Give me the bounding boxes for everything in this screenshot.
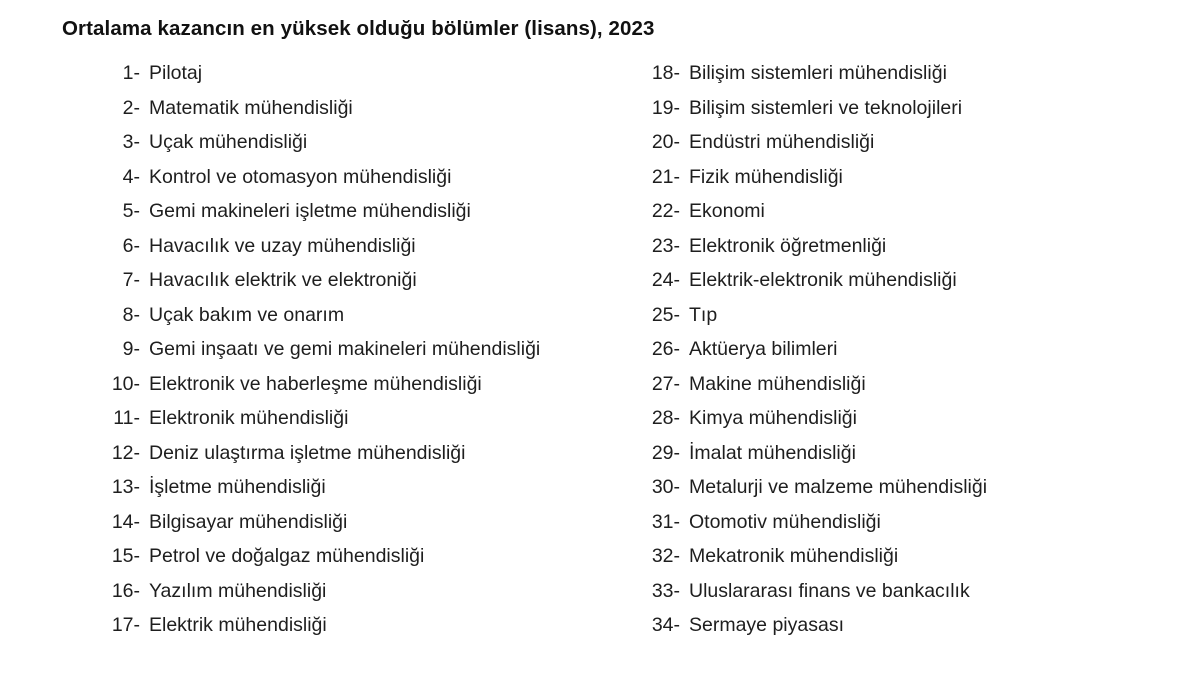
list-item (646, 304, 1166, 339)
list-item (646, 373, 1166, 408)
list-item-label: Ekonomi (689, 200, 765, 222)
list-item-number: 33- (651, 579, 680, 602)
list-item-number: 32- (651, 545, 680, 567)
list-item (646, 131, 1166, 166)
list-item-number: 24- (651, 269, 680, 291)
list-item-number: 14- (111, 510, 140, 533)
list-item-number: 18- (651, 62, 680, 84)
list-item (646, 97, 1166, 132)
list-item-number: 28- (651, 407, 680, 429)
list-item (106, 545, 646, 580)
list-item-number: 11- (113, 407, 140, 429)
list-item (106, 97, 646, 132)
list-item-label: Havacılık elektrik ve elektroniği (149, 269, 417, 291)
list-item-number: 30- (651, 476, 680, 498)
list-item (106, 200, 646, 235)
list-item-label: Aktüerya bilimleri (689, 338, 838, 360)
list-item-label: Yazılım mühendisliği (149, 579, 327, 602)
list-item (106, 373, 646, 408)
ranking-column-right (646, 62, 1166, 649)
list-item (646, 580, 1166, 615)
list-item-number: 20- (651, 131, 680, 153)
list-item-number: 5- (122, 200, 140, 222)
list-item (646, 407, 1166, 442)
list-item (646, 200, 1166, 235)
list-item-number: 10- (111, 372, 140, 395)
ranking-column-left (106, 62, 646, 649)
list-item-label: Kimya mühendisliği (689, 407, 857, 429)
list-item-number: 31- (651, 510, 680, 533)
list-item (106, 235, 646, 270)
list-item-label: Elektronik mühendisliği (149, 407, 349, 429)
list-item-label: Sermaye piyasası (689, 614, 844, 636)
list-item (646, 235, 1166, 270)
list-item-number: 19- (651, 96, 680, 119)
list-item-label: Pilotaj (149, 62, 203, 84)
list-item-label: Deniz ulaştırma işletme mühendisliği (149, 441, 466, 464)
list-item (646, 614, 1166, 649)
list-item (646, 476, 1166, 511)
list-item-label: Elektrik mühendisliği (149, 614, 327, 636)
list-item-number: 22- (651, 200, 680, 222)
list-item-label: Elektrik-elektronik mühendisliği (689, 269, 957, 291)
list-item-label: Havacılık ve uzay mühendisliği (149, 234, 416, 257)
list-item (106, 131, 646, 166)
list-item-number: 1- (122, 62, 140, 84)
list-item-number: 9- (122, 338, 140, 360)
list-item-label: Matematik mühendisliği (149, 96, 353, 119)
list-item-label: Bilişim sistemleri ve teknolojileri (689, 96, 963, 119)
list-item-label: Bilgisayar mühendisliği (149, 510, 348, 533)
list-item-label: Bilişim sistemleri mühendisliği (689, 62, 947, 84)
list-item-number: 13- (111, 476, 140, 498)
list-item (106, 442, 646, 477)
page-title: Ortalama kazancın en yüksek olduğu bölümler (lisans), 2023 (62, 17, 655, 40)
list-item (646, 511, 1166, 546)
list-item-number: 2- (122, 96, 140, 119)
list-item-number: 26- (651, 338, 680, 360)
list-item-label: İşletme mühendisliği (149, 476, 326, 498)
list-item-label: Mekatronik mühendisliği (689, 545, 899, 567)
list-item-label: Fizik mühendisliği (689, 165, 843, 188)
list-item (106, 269, 646, 304)
list-item (106, 511, 646, 546)
list-item-label: Makine mühendisliği (689, 372, 866, 395)
list-item (646, 442, 1166, 477)
ranking-list (0, 62, 1200, 649)
list-item-label: Kontrol ve otomasyon mühendisliği (149, 165, 452, 188)
list-item (106, 614, 646, 649)
list-item (106, 407, 646, 442)
list-item-label: Metalurji ve malzeme mühendisliği (689, 476, 988, 498)
list-item (106, 304, 646, 339)
list-item (106, 166, 646, 201)
list-item-label: Petrol ve doğalgaz mühendisliği (149, 545, 425, 567)
list-item (646, 545, 1166, 580)
list-item-label: İmalat mühendisliği (689, 441, 856, 464)
list-item-label: Gemi inşaatı ve gemi makineleri mühendisliği (149, 338, 541, 360)
list-item-label: Uluslararası finans ve bankacılık (689, 579, 970, 602)
list-item (646, 62, 1166, 97)
list-item (646, 338, 1166, 373)
list-item-number: 16- (111, 579, 140, 602)
list-item (646, 166, 1166, 201)
list-item-number: 27- (651, 372, 680, 395)
list-item-number: 21- (651, 165, 680, 188)
list-item-label: Tıp (689, 303, 718, 326)
list-item (106, 476, 646, 511)
list-item (106, 338, 646, 373)
list-item-label: Endüstri mühendisliği (689, 131, 875, 153)
list-item-number: 23- (651, 234, 680, 257)
list-item-number: 34- (651, 614, 680, 636)
list-item-number: 8- (122, 303, 140, 326)
list-item-number: 15- (111, 545, 140, 567)
list-item-label: Elektronik ve haberleşme mühendisliği (149, 372, 482, 395)
list-item-number: 25- (651, 303, 680, 326)
list-item-number: 4- (122, 165, 140, 188)
list-item-label: Uçak mühendisliği (149, 131, 308, 153)
list-item-number: 17- (111, 614, 140, 636)
list-item-number: 12- (111, 441, 140, 464)
list-item (106, 580, 646, 615)
list-item-label: Uçak bakım ve onarım (149, 303, 345, 326)
list-item-number: 3- (122, 131, 140, 153)
list-item-label: Gemi makineleri işletme mühendisliği (149, 200, 471, 222)
list-item-number: 29- (651, 441, 680, 464)
list-item (646, 269, 1166, 304)
list-item (106, 62, 646, 97)
list-item-label: Elektronik öğretmenliği (689, 234, 887, 257)
list-item-label: Otomotiv mühendisliği (689, 510, 881, 533)
list-item-number: 7- (122, 269, 140, 291)
list-item-number: 6- (122, 234, 140, 257)
